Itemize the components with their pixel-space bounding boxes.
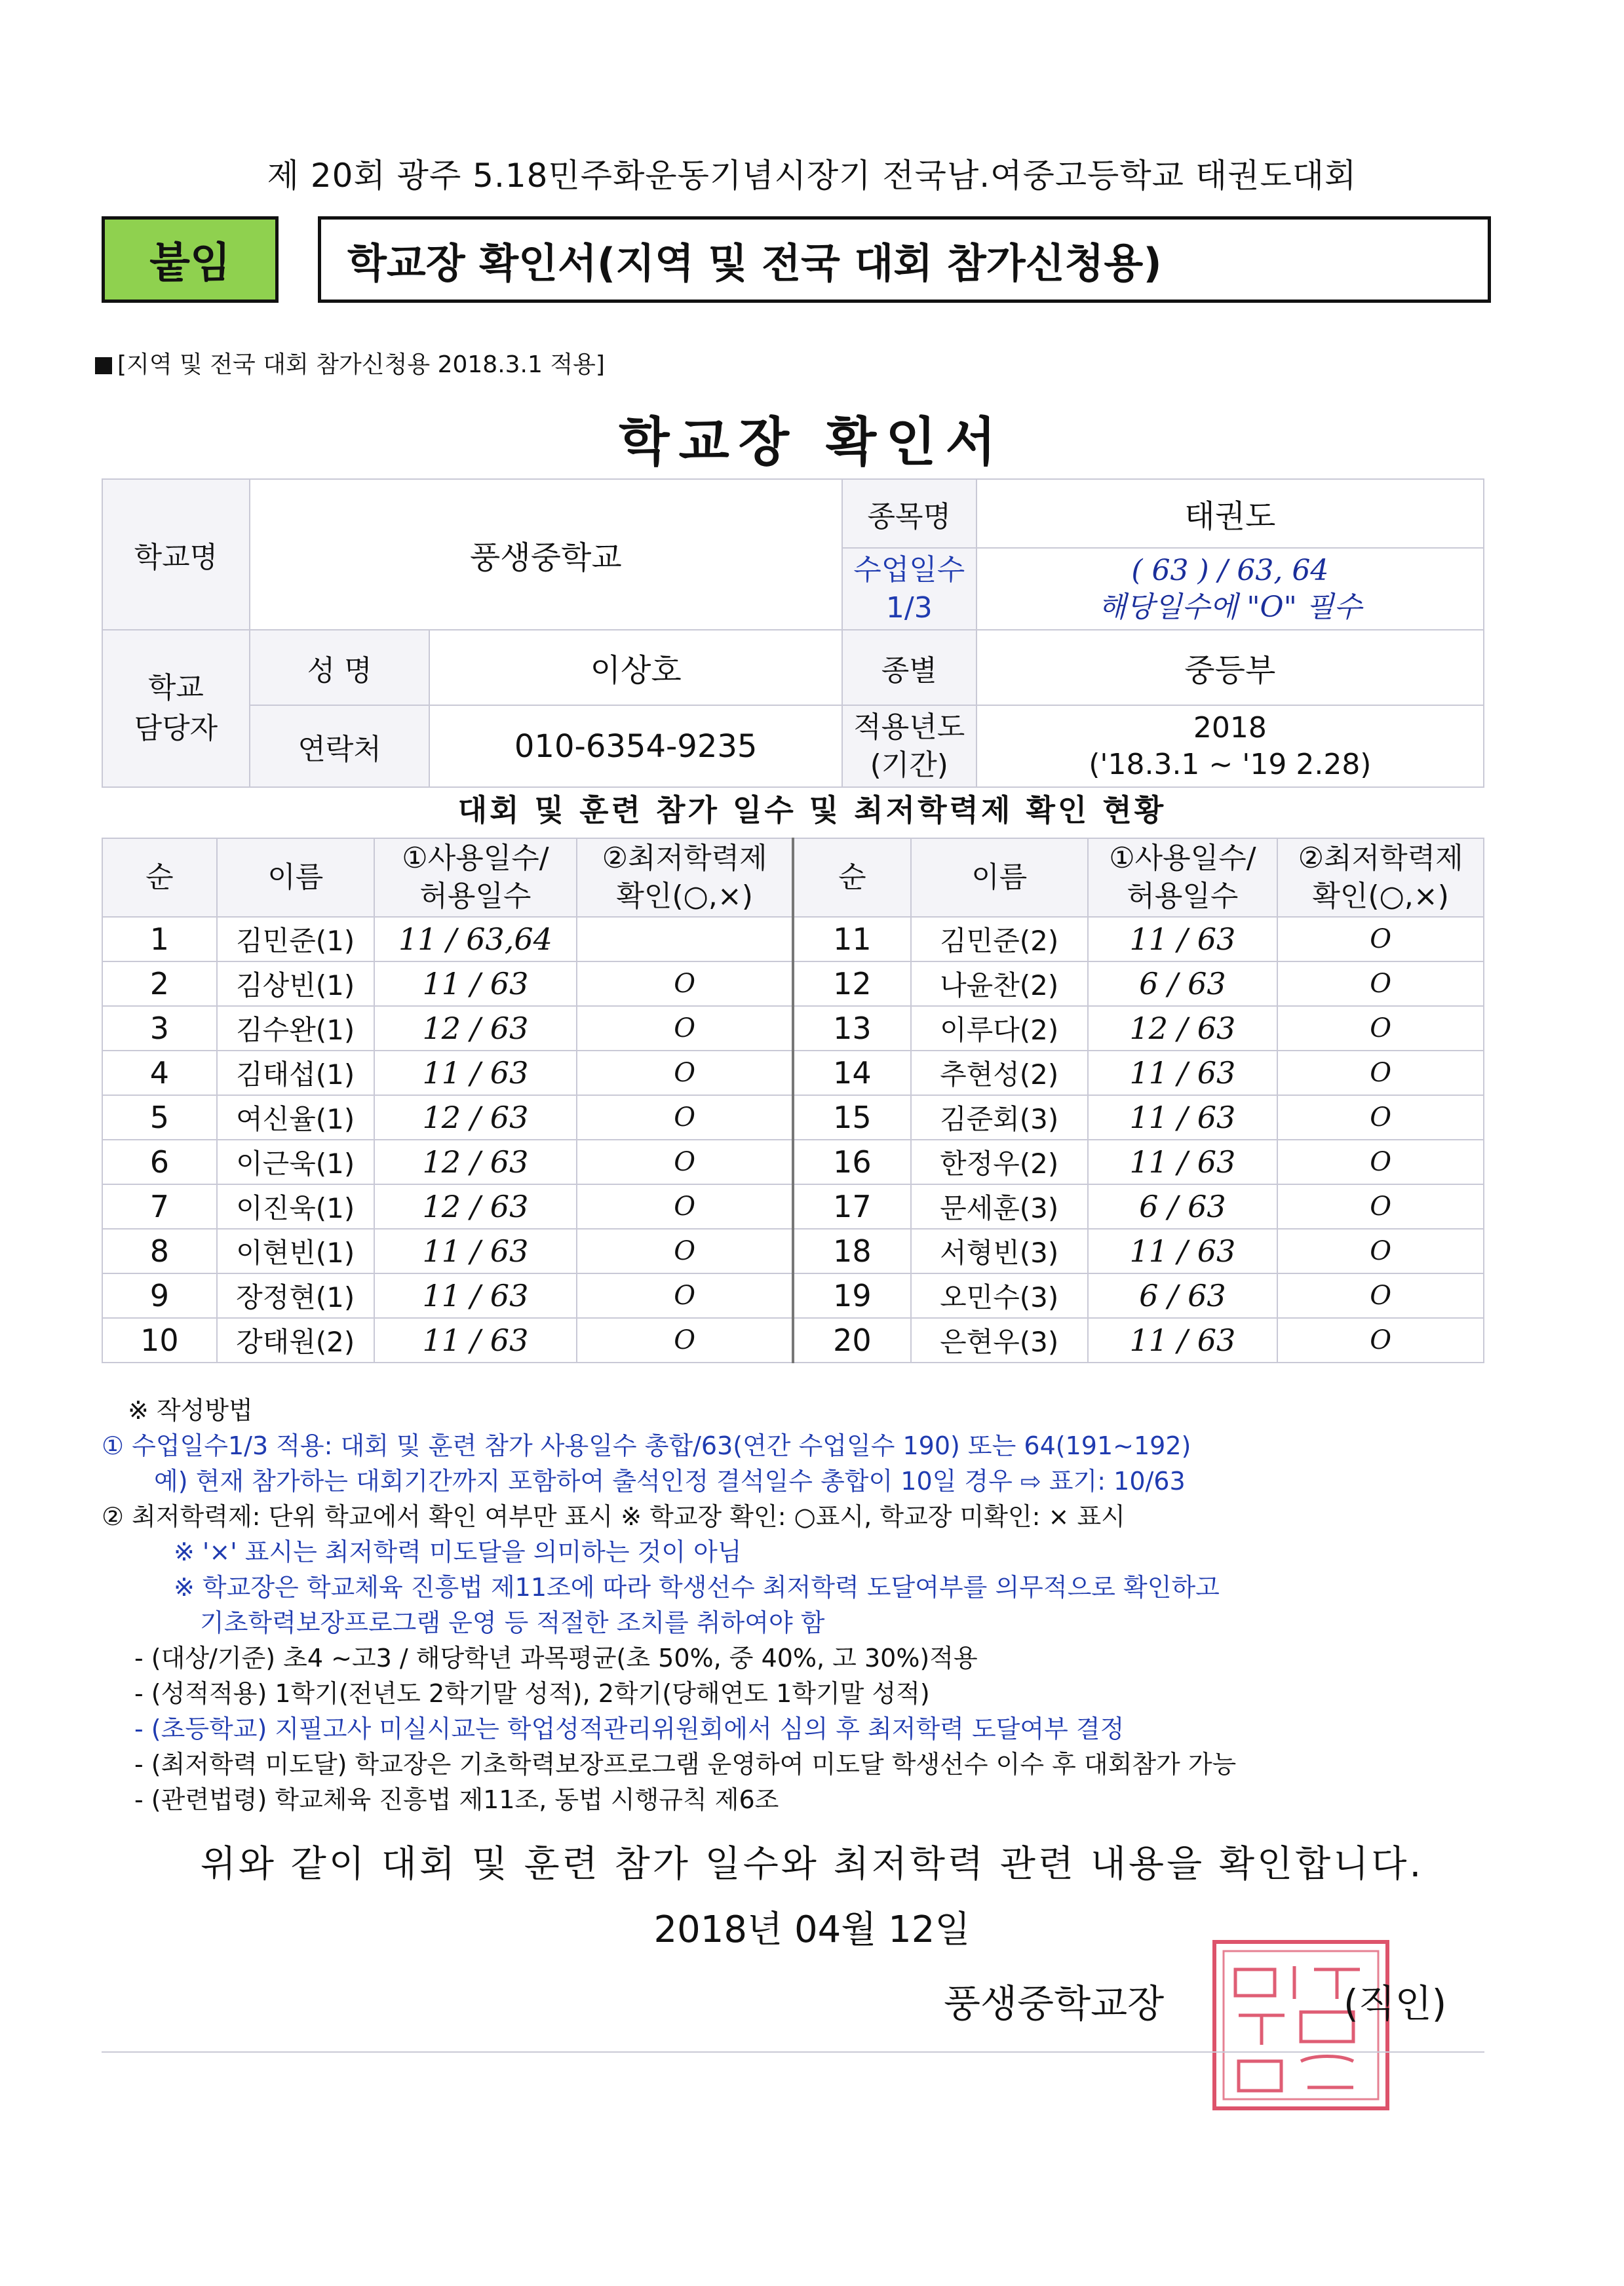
row-name: 김수완(1) (217, 1006, 374, 1051)
roster-table (102, 838, 1484, 1363)
row-days: 11 / 63 (374, 961, 577, 1006)
row-confirm: O (1277, 1184, 1484, 1229)
row-name: 이현빈(1) (217, 1229, 374, 1273)
row-number: 8 (102, 1229, 217, 1273)
confirm-statement: 위와 같이 대회 및 훈련 참가 일수와 최저학력 관련 내용을 확인합니다. (200, 1843, 1424, 1886)
row-number: 15 (793, 1095, 911, 1140)
row-name: 김민준(2) (911, 917, 1088, 961)
row-number: 4 (102, 1051, 217, 1095)
row-number: 7 (102, 1184, 217, 1229)
table-row (102, 1006, 1484, 1051)
row-name: 이진욱(1) (217, 1184, 374, 1229)
row-name: 오민수(3) (911, 1273, 1088, 1318)
table-row (102, 917, 1484, 961)
row-number: 18 (793, 1229, 911, 1273)
issue-date: 2018년 04월 12일 (653, 1908, 971, 1951)
row-number: 9 (102, 1273, 217, 1318)
row-days: 12 / 63 (374, 1140, 577, 1184)
row-confirm (577, 917, 793, 961)
class-days-label-2: 1/3 (885, 591, 933, 625)
row-name: 이근욱(1) (217, 1140, 374, 1184)
row-confirm: O (577, 1184, 793, 1229)
roster-header-row (102, 838, 1484, 917)
header-conf (1277, 838, 1484, 917)
note-1: ① 수업일수1/3 적용: 대회 및 훈련 참가 사용일수 총합/63(연간 수업일수 190) 또는 64(191~192) (102, 1431, 1191, 1460)
row-name: 문세훈(3) (911, 1184, 1088, 1229)
table-row (102, 961, 1484, 1006)
header-no: 순 (793, 838, 911, 917)
school-label: 학교명 (102, 479, 250, 630)
notes-heading: ※ 작성방법 (128, 1396, 253, 1425)
square-bullet-icon (95, 357, 112, 374)
row-name: 은현우(3) (911, 1318, 1088, 1363)
row-days: 11 / 63 (1088, 1095, 1278, 1140)
table-row (102, 1273, 1484, 1318)
seal-label: (직인) (1344, 1981, 1447, 2026)
row-number: 16 (793, 1140, 911, 1184)
row-name: 김준회(3) (911, 1095, 1088, 1140)
manager-label-2: 담당자 (134, 712, 218, 745)
name-label: 성 명 (250, 630, 430, 705)
row-confirm: O (1277, 1095, 1484, 1140)
class-days-value-cell (976, 548, 1484, 630)
row-days: 6 / 63 (1088, 1273, 1278, 1318)
row-days: 11 / 63 (1088, 917, 1278, 961)
note-2: ② 최저학력제: 단위 학교에서 확인 여부만 표시 ※ 학교장 확인: ○표시, 학교장 미확인: × 표시 (102, 1502, 1125, 1531)
row-days: 11 / 63 (1088, 1051, 1278, 1095)
signer: 풍생중학교장 (944, 1981, 1165, 2026)
class-days-value: ( 63 ) / 63, 64 (1131, 553, 1329, 587)
category-label: 종별 (842, 630, 976, 705)
row-confirm: O (577, 1229, 793, 1273)
bullet-3: - (초등학교) 지필고사 미실시교는 학업성적관리위원회에서 심의 후 최저학력 도달여부 결정 (134, 1714, 1125, 1743)
contact-label: 연락처 (250, 705, 430, 787)
header-days (1088, 838, 1278, 917)
table-row (102, 1318, 1484, 1363)
header-days-1: ①사용일수/ (1109, 842, 1256, 875)
row-days: 6 / 63 (1088, 1184, 1278, 1229)
row-name: 김상빈(1) (217, 961, 374, 1006)
row-name: 강태원(2) (217, 1318, 374, 1363)
contact-value: 010-6354-9235 (429, 705, 841, 787)
info-table (102, 478, 1484, 788)
row-days: 11 / 63 (1088, 1140, 1278, 1184)
row-confirm: O (1277, 1051, 1484, 1095)
row-name: 나윤찬(2) (911, 961, 1088, 1006)
row-name: 여신율(1) (217, 1095, 374, 1140)
row-days: 12 / 63 (374, 1006, 577, 1051)
apply-note-text: [지역 및 전국 대회 참가신청용 2018.3.1 적용] (117, 351, 605, 378)
table-row (102, 1095, 1484, 1140)
row-number: 6 (102, 1140, 217, 1184)
year-value: 2018 (1193, 710, 1267, 745)
attach-label: 붙임 (102, 216, 279, 303)
row-days: 11 / 63 (374, 1318, 577, 1363)
year-value-cell (976, 705, 1484, 787)
bullet-5: - (관련법령) 학교체육 진흥법 제11조, 동법 시행규칙 제6조 (134, 1785, 779, 1814)
row-confirm: O (577, 1095, 793, 1140)
row-number: 17 (793, 1184, 911, 1229)
table-row (102, 1051, 1484, 1095)
year-label-2: (기간) (870, 748, 948, 782)
header-days (374, 838, 577, 917)
row-name: 김민준(1) (217, 917, 374, 961)
year-label-1: 적용년도 (853, 710, 965, 744)
roster-body (102, 917, 1484, 1363)
header-no: 순 (102, 838, 217, 917)
row-number: 13 (793, 1006, 911, 1051)
event-title: 제 20회 광주 5.18민주화운동기념시장기 전국남.여중고등학교 태권도대회 (267, 157, 1357, 195)
row-confirm: O (1277, 1229, 1484, 1273)
manager-label (102, 630, 250, 787)
sport-label: 종목명 (842, 479, 976, 548)
row-days: 6 / 63 (1088, 961, 1278, 1006)
school-value: 풍생중학교 (250, 479, 842, 630)
period-value: ('18.3.1 ~ '19 2.28) (1089, 747, 1372, 781)
row-number: 1 (102, 917, 217, 961)
row-days: 12 / 63 (1088, 1006, 1278, 1051)
row-name: 김태섭(1) (217, 1051, 374, 1095)
row-number: 19 (793, 1273, 911, 1318)
row-confirm: O (577, 961, 793, 1006)
section-title: 대회 및 훈련 참가 일수 및 최저학력제 확인 현황 (457, 792, 1167, 828)
row-name: 장정현(1) (217, 1273, 374, 1318)
bullet-2: - (성적적용) 1학기(전년도 2학기말 성적), 2학기(당해연도 1학기말 성적) (134, 1679, 930, 1708)
row-confirm: O (577, 1140, 793, 1184)
bullet-4: - (최저학력 미도달) 학교장은 기초학력보장프로그램 운영하여 미도달 학생선수 이수 후 대회참가 가능 (134, 1750, 1237, 1779)
table-row (102, 1184, 1484, 1229)
class-days-label (842, 548, 976, 630)
row-name: 서형빈(3) (911, 1229, 1088, 1273)
category-value: 중등부 (976, 630, 1484, 705)
row-confirm: O (577, 1318, 793, 1363)
row-confirm: O (577, 1051, 793, 1095)
row-number: 3 (102, 1006, 217, 1051)
header-conf-1: ②최저학력제 (602, 842, 767, 875)
header-name: 이름 (911, 838, 1088, 917)
note-1b: 예) 현재 참가하는 대회기간까지 포함하여 출석인정 결석일수 총합이 10일 경우 ⇨ 표기: 10/63 (154, 1467, 1186, 1496)
name-value: 이상호 (429, 630, 841, 705)
row-days: 11 / 63,64 (374, 917, 577, 961)
notes (102, 1393, 1511, 1817)
row-number: 12 (793, 961, 911, 1006)
note-3: ※ '×' 표시는 최저학력 미도달을 의미하는 것이 아님 (174, 1538, 742, 1566)
row-confirm: O (1277, 1140, 1484, 1184)
header-conf-1: ②최저학력제 (1298, 842, 1463, 875)
row-name: 한정우(2) (911, 1140, 1088, 1184)
sport-value: 태권도 (976, 479, 1484, 548)
row-number: 20 (793, 1318, 911, 1363)
header-days-2: 허용일수 (419, 880, 532, 913)
table-row (102, 1140, 1484, 1184)
bullet-1: - (대상/기준) 초4 ~고3 / 해당학년 과목평균(초 50%, 중 40%, 고 30%)적용 (134, 1644, 978, 1673)
row-days: 11 / 63 (1088, 1229, 1278, 1273)
form-title: 학교장 확인서(지역 및 전국 대회 참가신청용) (318, 216, 1491, 303)
row-days: 12 / 63 (374, 1095, 577, 1140)
row-days: 12 / 63 (374, 1184, 577, 1229)
apply-note (95, 346, 605, 379)
note-4b: 기초학력보장프로그램 운영 등 적절한 조치를 취하여야 함 (200, 1608, 825, 1637)
class-days-label-1: 수업일수 (853, 552, 965, 587)
row-confirm: O (1277, 1006, 1484, 1051)
doc-title: 학교장 확인서 (619, 412, 1005, 473)
row-number: 14 (793, 1051, 911, 1095)
row-number: 10 (102, 1318, 217, 1363)
row-number: 11 (793, 917, 911, 961)
header-name: 이름 (217, 838, 374, 917)
table-row (102, 1229, 1484, 1273)
row-days: 11 / 63 (374, 1051, 577, 1095)
row-name: 이루다(2) (911, 1006, 1088, 1051)
header-days-2: 허용일수 (1127, 880, 1239, 913)
header-days-1: ①사용일수/ (402, 842, 549, 875)
row-name: 추현성(2) (911, 1051, 1088, 1095)
footer-divider (102, 2051, 1484, 2053)
header-conf (577, 838, 793, 917)
class-days-note: 해당일수에 "O" 필수 (1098, 590, 1362, 624)
row-number: 5 (102, 1095, 217, 1140)
row-days: 11 / 63 (1088, 1318, 1278, 1363)
row-days: 11 / 63 (374, 1273, 577, 1318)
manager-label-1: 학교 (147, 671, 204, 705)
row-confirm: O (577, 1006, 793, 1051)
row-confirm: O (577, 1273, 793, 1318)
year-label (842, 705, 976, 787)
row-confirm: O (1277, 917, 1484, 961)
note-4: ※ 학교장은 학교체육 진흥법 제11조에 따라 학생선수 최저학력 도달여부를 의무적으로 확인하고 (174, 1573, 1220, 1602)
row-days: 11 / 63 (374, 1229, 577, 1273)
header-conf-2: 확인(○,×) (616, 880, 753, 913)
header-conf-2: 확인(○,×) (1312, 880, 1449, 913)
row-confirm: O (1277, 961, 1484, 1006)
row-confirm: O (1277, 1318, 1484, 1363)
row-confirm: O (1277, 1273, 1484, 1318)
row-number: 2 (102, 961, 217, 1006)
